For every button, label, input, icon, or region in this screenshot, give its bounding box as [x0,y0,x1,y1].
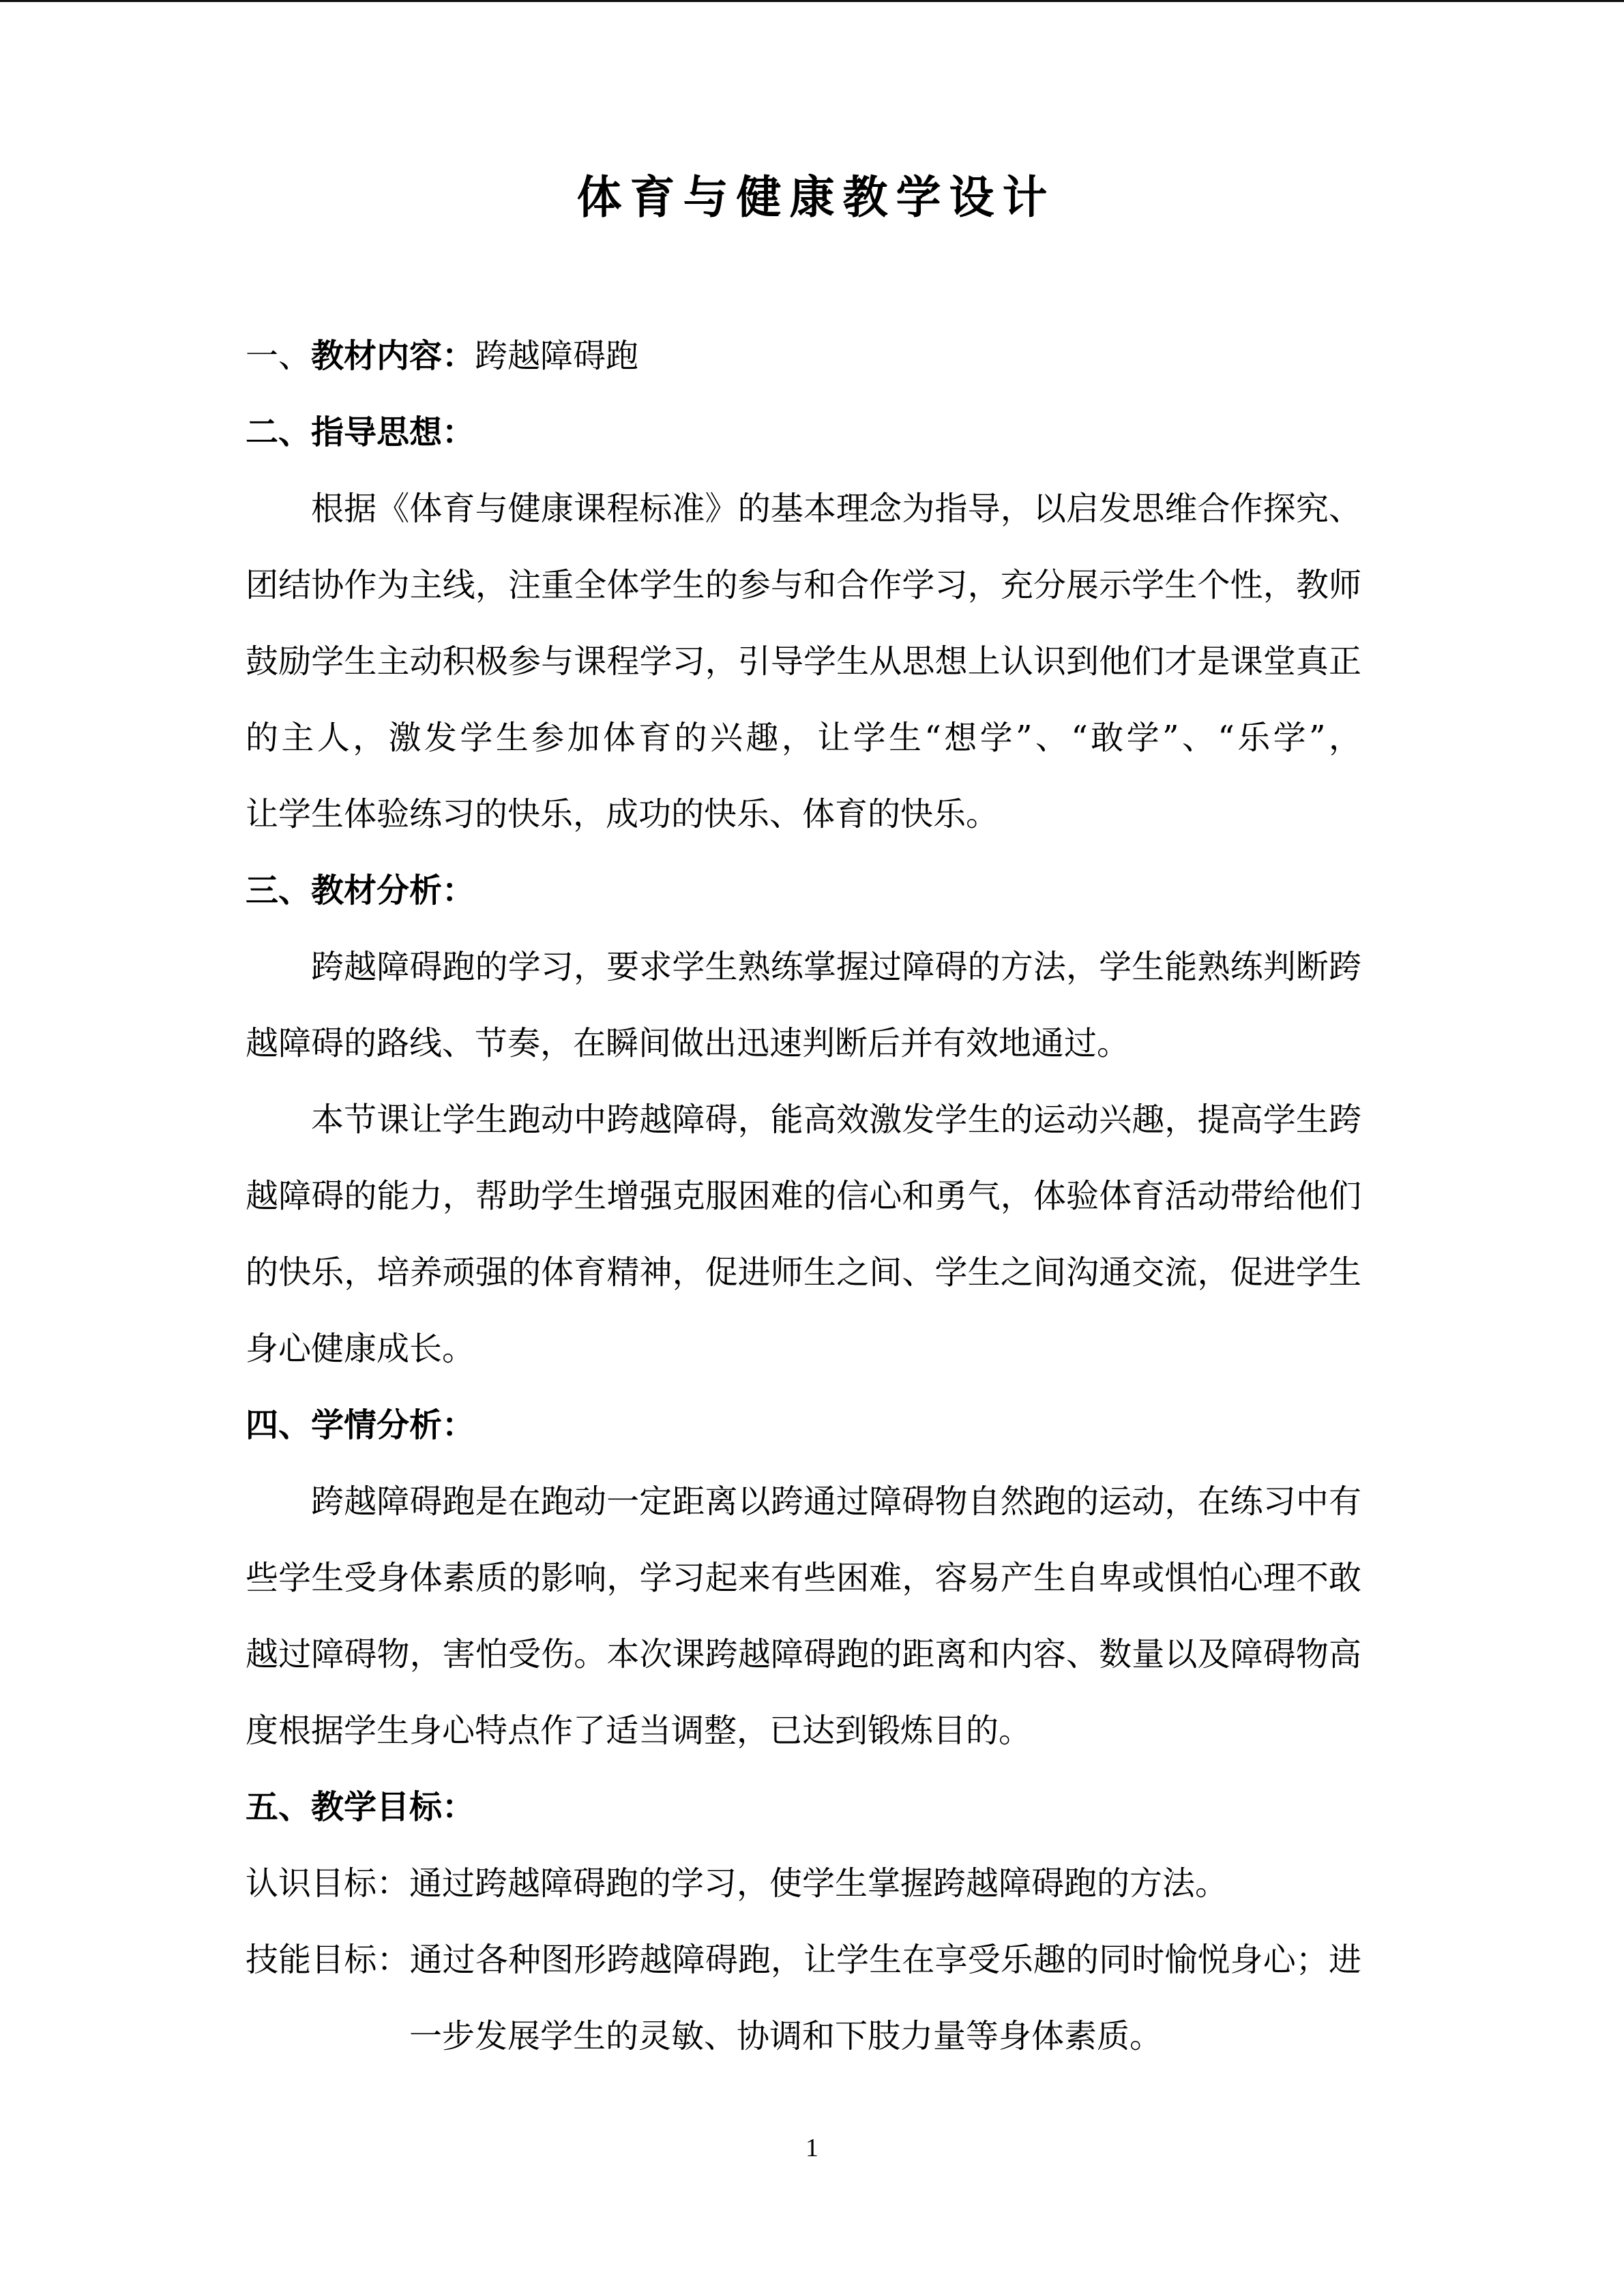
goal-text: 通过跨越障碍跑的学习，使学生掌握跨越障碍跑的方法。 [409,1864,1228,1903]
goal-label: 技能目标： [246,1941,410,1979]
goal-text: 通过各种图形跨越障碍跑，让学生在享受乐趣的同时愉悦身心；进 [409,1941,1361,1979]
paragraph-line: 越过障碍物，害怕受伤。本次课跨越障碍跑的距离和内容、数量以及障碍物高 [246,1635,1361,1673]
page-top-border [0,0,1624,2]
section-number: 一、 [246,337,312,375]
section-material-analysis [246,852,1361,1387]
paragraph-line: 本节课让学生跑动中跨越障碍，能高效激发学生的运动兴趣，提高学生跨 [311,1101,1361,1139]
goal-item-skill [246,1922,1361,1998]
section-heading: 二、指导思想： [246,413,475,451]
section-teaching-content [246,318,1361,394]
section-heading: 三、教材分析： [246,871,475,910]
section-guiding-ideas [246,394,1361,852]
section-heading-line [246,318,1361,394]
document-body [246,318,1361,2074]
section-inline-content: 跨越障碍跑 [475,337,639,375]
paragraph-line: 让学生体验练习的快乐，成功的快乐、体育的快乐。 [246,795,999,833]
paragraph-line: 身心健康成长。 [246,1330,475,1368]
section-heading: 四、学情分析： [246,1406,475,1444]
goal-text-continuation: 一步发展学生的灵敏、协调和下肢力量等身体素质。 [409,2017,1163,2055]
paragraph-line: 度根据学生身心特点作了适当调整，已达到锻炼目的。 [246,1712,1032,1750]
section-learner-analysis [246,1387,1361,1769]
paragraph-line: 越障碍的能力，帮助学生增强克服困难的信心和勇气，体验体育活动带给他们 [246,1177,1361,1215]
document-title: 体育与健康教学设计 [576,171,1056,224]
paragraph-line: 跨越障碍跑的学习，要求学生熟练掌握过障碍的方法，学生能熟练判断跨 [311,948,1361,986]
section-teaching-goals [246,1769,1361,2074]
paragraph-line: 些学生受身体素质的影响，学习起来有些困难，容易产生自卑或惧怕心理不敢 [246,1559,1361,1597]
goal-item-cognitive [246,1845,1361,1922]
paragraph-line: 的快乐，培养顽强的体育精神，促进师生之间、学生之间沟通交流，促进学生 [246,1253,1361,1292]
paragraph-line: 的主人，激发学生参加体育的兴趣，让学生“想学”、“敢学”、“乐学”， [246,719,1361,757]
page-number: 1 [806,2134,818,2162]
paragraph-line: 鼓励学生主动积极参与课程学习，引导学生从思想上认识到他们才是课堂真正 [246,642,1361,681]
paragraph-line: 团结协作为主线，注重全体学生的参与和合作学习，充分展示学生个性，教师 [246,566,1361,604]
section-heading: 五、教学目标： [246,1788,475,1826]
goal-label: 认识目标： [246,1864,410,1903]
paragraph-line: 跨越障碍跑是在跑动一定距离以跨通过障碍物自然跑的运动，在练习中有 [311,1482,1361,1521]
paragraph-line: 越障碍的路线、节奏，在瞬间做出迅速判断后并有效地通过。 [246,1024,1130,1062]
paragraph-line: 根据《体育与健康课程标准》的基本理念为指导，以启发思维合作探究、 [311,490,1361,528]
section-heading: 教材内容： [311,337,475,375]
